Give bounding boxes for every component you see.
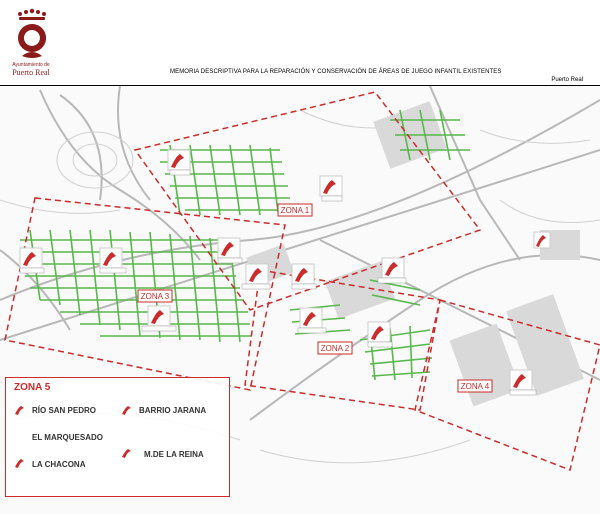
logo-caption: Ayuntamiento de bbox=[12, 62, 50, 68]
playground-marker-icon bbox=[320, 176, 342, 201]
slide-icon bbox=[121, 405, 133, 415]
playground-marker-icon bbox=[100, 248, 126, 273]
zone-4-label bbox=[458, 380, 492, 392]
playground-marker-icon bbox=[510, 370, 536, 395]
playground-marker-icon bbox=[168, 150, 190, 175]
playground-marker-icon bbox=[20, 248, 44, 273]
zone-2-label bbox=[318, 342, 352, 354]
zone-3-label bbox=[138, 290, 172, 302]
zone-1-text: ZONA 1 bbox=[280, 206, 310, 215]
logo-name: Puerto Real bbox=[12, 68, 50, 77]
legend-item-rio-san-pedro: RÍO SAN PEDRO bbox=[32, 406, 97, 415]
playground-marker-icon bbox=[292, 264, 316, 289]
slide-icon bbox=[14, 458, 26, 468]
legend-item-barrio-jarana: BARRIO JARANA bbox=[139, 406, 207, 415]
zone-5-legend bbox=[5, 377, 230, 497]
zone-1-label bbox=[278, 204, 312, 216]
document-title: MEMORIA DESCRIPTIVA PARA LA REPARACIÓN Y CONSERVACIÓN DE ÁREAS DE JUEGO INFANTIL EXISTENTES bbox=[170, 69, 502, 75]
playground-marker-icon bbox=[368, 322, 392, 347]
legend-item-la-chacona: LA CHACONA bbox=[32, 460, 86, 469]
playground-marker-icon bbox=[378, 258, 406, 283]
zone-4-text: ZONA 4 bbox=[460, 382, 490, 391]
legend-title: ZONA 5 bbox=[14, 382, 51, 393]
document-subtitle: Puerto Real bbox=[551, 77, 583, 83]
document-header bbox=[0, 0, 600, 86]
playground-marker-icon bbox=[242, 264, 270, 289]
playground-marker-icon bbox=[298, 308, 326, 333]
playground-marker-icon bbox=[218, 238, 242, 263]
slide-icon bbox=[14, 405, 26, 415]
zone-3-text: ZONA 3 bbox=[140, 292, 170, 301]
slide-icon bbox=[121, 448, 133, 458]
legend-item-el-marquesado: EL MARQUESADO bbox=[32, 433, 103, 442]
legend-item-m-de-la-reina: M.DE LA REINA bbox=[144, 450, 204, 459]
playground-marker-icon bbox=[534, 232, 550, 248]
zone-2-text: ZONA 2 bbox=[320, 344, 350, 353]
